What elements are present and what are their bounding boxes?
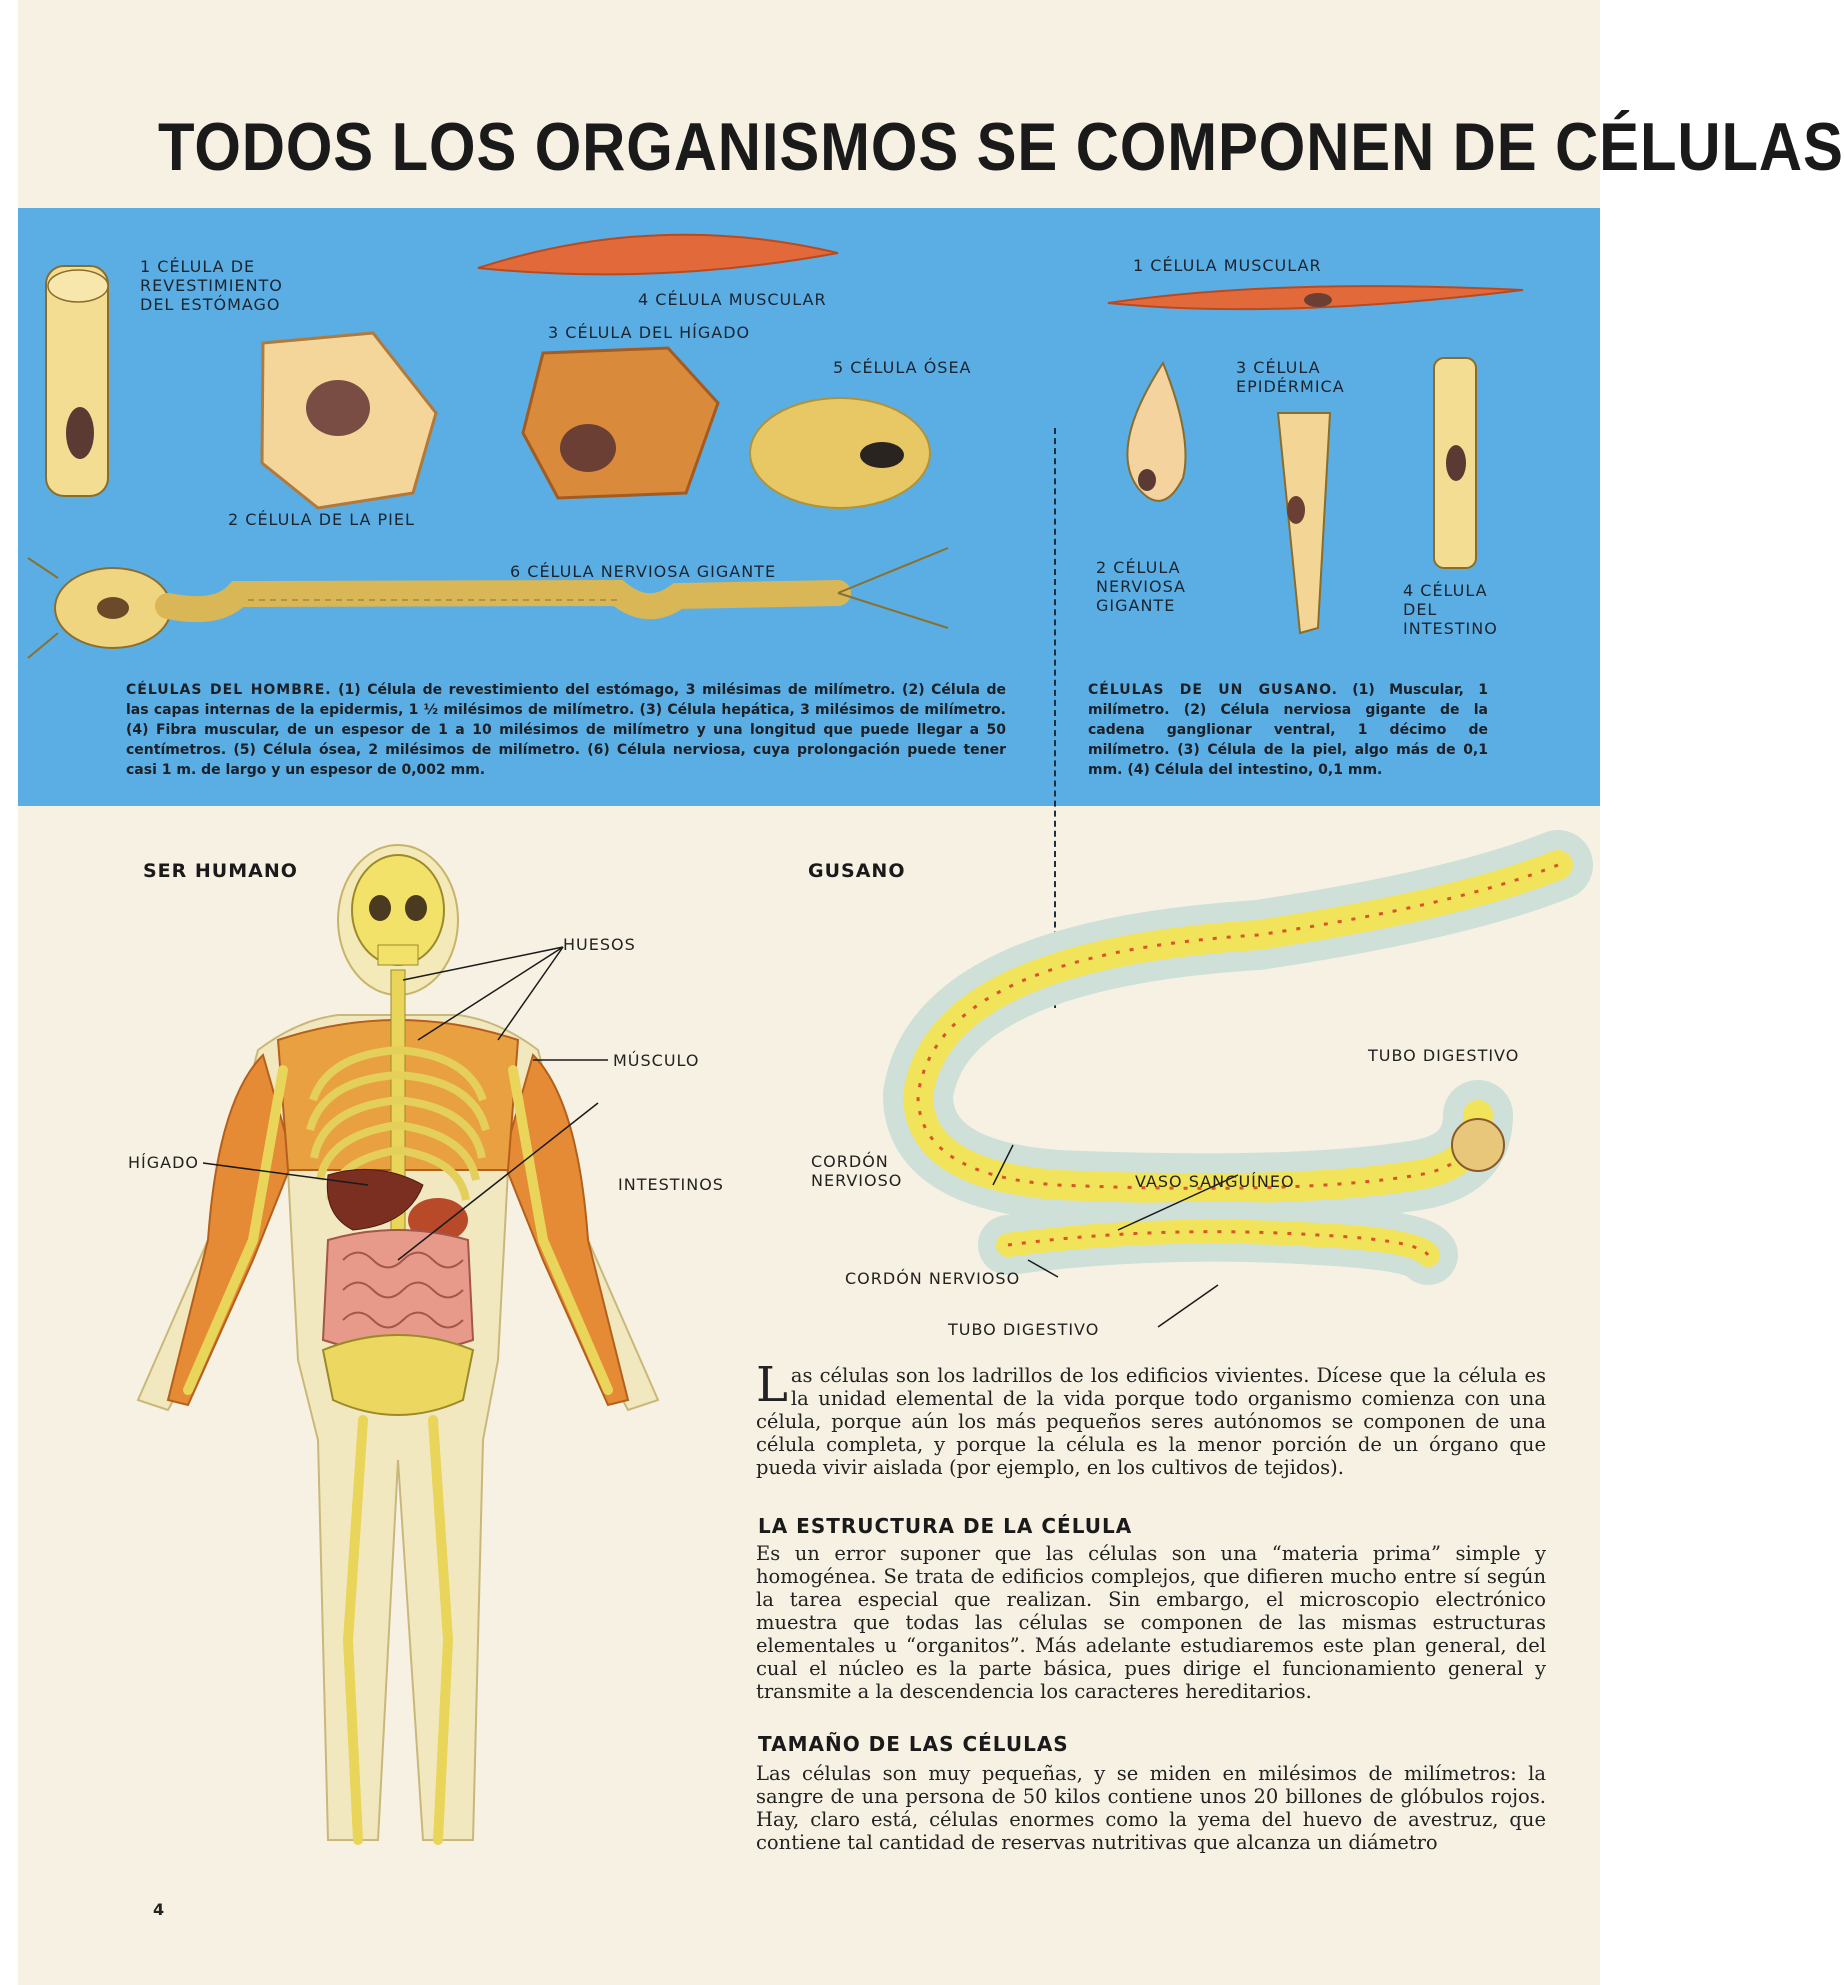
label-cordon-nervioso-2: CORDÓN NERVIOSO	[845, 1269, 1021, 1288]
structure-text: Es un error suponer que las células son una “materia prima” simple y homogénea. Se trata de edificios complejos, que difieren mucho entre sí según la tarea especial que realizan. Sin embargo, el microscopio electrónico muestra que todas las células se componen de las mismas estructuras elementales u “organitos”. Más adelante estudiaremos este plan general, del cual el núcleo es la parte básica, pues dirige el funcionamiento general y transmite a la descendencia los caracteres hereditarios.	[756, 1542, 1546, 1703]
label-tubo-digestivo-2: TUBO DIGESTIVO	[948, 1320, 1100, 1339]
worm-nerve-cell-figure	[1127, 363, 1185, 501]
intro-text: as células son los ladrillos de los edificios vivientes. Dícese que la célula es la unidad elemental de la vida porque todo organismo comienza con una célula, porque aún los más pequeños seres autónomos se componen de una célula completa, y porque la célula es la menor porción de un órgano que pueda vivir aislada (por ejemplo, en los cultivos de tejidos).	[756, 1364, 1546, 1479]
label-liver-cell: 3 CÉLULA DEL HÍGADO	[548, 323, 751, 342]
label-bone-cell: 5 CÉLULA ÓSEA	[833, 358, 972, 377]
article-intro	[756, 1357, 1546, 1479]
label-cordon-nervioso-1: CORDÓN NERVIOSO	[811, 1152, 903, 1190]
skull	[352, 855, 444, 965]
label-intestinos: INTESTINOS	[618, 1175, 724, 1194]
label-worm-skin-cell: 3 CÉLULA EPIDÉRMICA	[1236, 358, 1345, 396]
human-cells-caption	[126, 680, 1006, 780]
human-cells-caption-heading: CÉLULAS DEL HOMBRE.	[126, 682, 332, 698]
worm-cells-caption	[1088, 680, 1488, 780]
worm-muscle-cell-figure	[1108, 286, 1523, 309]
human-heading: SER HUMANO	[143, 860, 298, 882]
label-worm-muscle-cell: 1 CÉLULA MUSCULAR	[1133, 256, 1322, 275]
heading-size: TAMAÑO DE LAS CÉLULAS	[758, 1732, 1069, 1756]
label-musculo: MÚSCULO	[613, 1051, 700, 1070]
worm-heading: GUSANO	[808, 860, 906, 882]
pelvis	[323, 1335, 473, 1415]
label-nerve-cell: 6 CÉLULA NERVIOSA GIGANTE	[510, 562, 777, 581]
label-stomach-cell: 1 CÉLULA DE REVESTIMIENTO DEL ESTÓMAGO	[140, 257, 283, 314]
heading-structure: LA ESTRUCTURA DE LA CÉLULA	[758, 1514, 1133, 1538]
drop-cap: L	[756, 1357, 788, 1413]
page-title: TODOS LOS ORGANISMOS SE COMPONEN DE CÉLULAS	[158, 109, 1844, 185]
label-human-muscle-cell: 4 CÉLULA MUSCULAR	[638, 290, 827, 309]
worm-cells-caption-heading: CÉLULAS DE UN GUSANO.	[1088, 682, 1338, 698]
worm-illustration	[858, 845, 1578, 1325]
cells-panel	[18, 208, 1600, 806]
page-number: 4	[153, 1900, 165, 1919]
label-worm-intestine-cell: 4 CÉLULA DEL INTESTINO	[1403, 581, 1498, 638]
label-vaso-sanguineo: VASO SANGUÍNEO	[1135, 1172, 1295, 1191]
worm-cells-caption-text: (1) Muscular, 1 milímetro. (2) Célula nerviosa gigante de la cadena ganglionar ventral, 1 décimo de milímetro. (3) Célula de la piel, algo más de 0,1 mm. (4) Célula del intestino, 0,1 mm.	[1088, 682, 1489, 778]
page	[18, 0, 1844, 1985]
label-huesos: HUESOS	[563, 935, 636, 954]
worm-skin-cell-figure	[1278, 413, 1330, 633]
size-text: Las células son muy pequeñas, y se miden en milésimos de milímetros: la sangre de una persona de 50 kilos contiene unos 20 billones de glóbulos rojos. Hay, claro está, células enormes como la yema del huevo de avestruz, que contiene tal cantidad de reservas nutritivas que alcanza un diámetro	[756, 1762, 1546, 1854]
label-worm-nerve-cell: 2 CÉLULA NERVIOSA GIGANTE	[1096, 558, 1186, 615]
label-skin-cell: 2 CÉLULA DE LA PIEL	[228, 510, 415, 529]
label-higado: HÍGADO	[128, 1153, 200, 1172]
label-tubo-digestivo-1: TUBO DIGESTIVO	[1368, 1046, 1520, 1065]
human-cells-caption-text: (1) Célula de revestimiento del estómago, 3 milésimas de milímetro. (2) Célula de las capas internas de la epidermis, 1 ½ milésimos de milímetro. (3) Célula hepática, 3 milésimos de milímetro. (4) Fibra muscular, de un espesor de 1 a 10 milésimos de milímetro y una longitud que puede llegar a 50 centímetros. (5) Célula ósea, 2 milésimos de milímetro. (6) Célula nerviosa, cuya prolongación puede tener casi 1 m. de largo y un espesor de 0,002 mm.	[126, 682, 1007, 778]
worm-intestine-cell-figure	[1434, 358, 1476, 568]
